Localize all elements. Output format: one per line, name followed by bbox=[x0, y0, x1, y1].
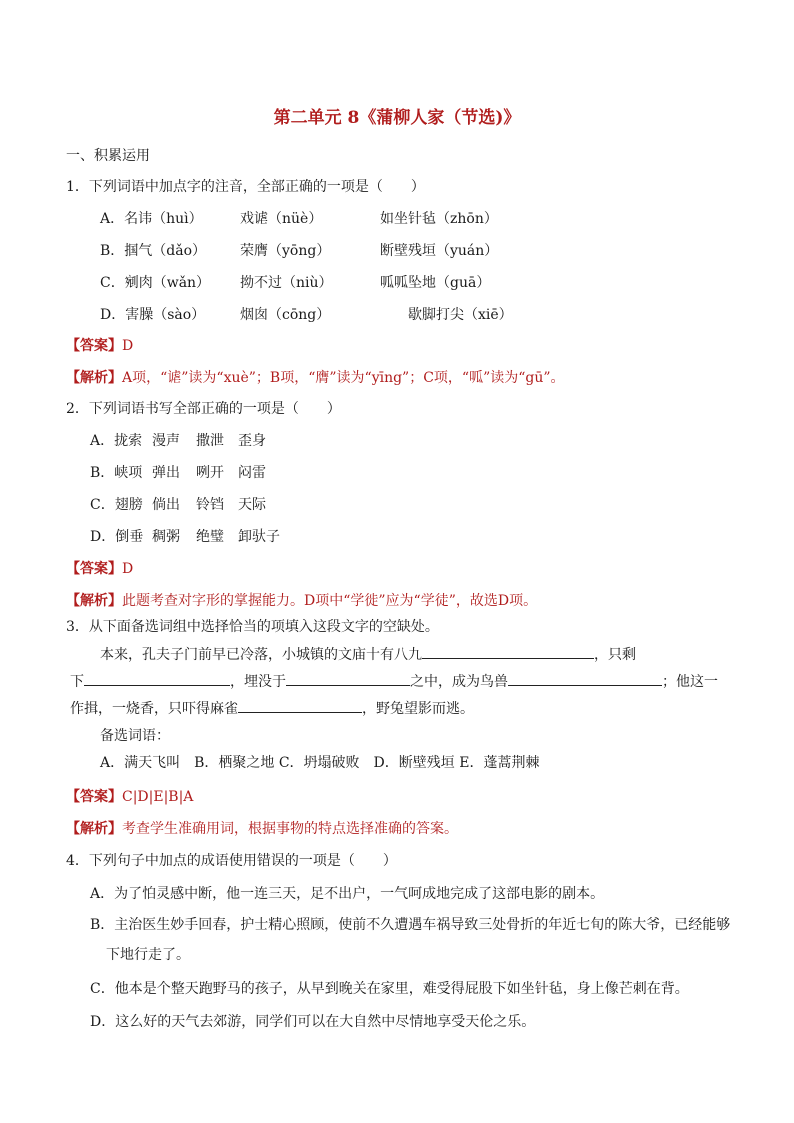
word: 咧开 bbox=[196, 465, 224, 481]
q4-option-b: B．主治医生妙手回春，护士精心照顾，使前不久遭遇车祸导致三处骨折的年近七旬的陈大爷，已经能够 bbox=[90, 917, 731, 933]
word: 撒泄 bbox=[196, 433, 224, 449]
q1-answer bbox=[66, 336, 133, 356]
fill-blank-2 bbox=[84, 671, 230, 686]
passage-text: 之中，成为鸟兽 bbox=[410, 674, 508, 690]
word: 稠粥 bbox=[152, 529, 180, 545]
q1-option-b-word3: 断壁残垣（yuán） bbox=[380, 243, 499, 259]
q3-passage-line3 bbox=[70, 698, 474, 719]
q3-passage-line2 bbox=[70, 671, 718, 692]
q1-option-a-word2: 戏谑（nüè） bbox=[240, 211, 323, 227]
answer-tag: 【答案】 bbox=[66, 561, 122, 577]
word: 绝璧 bbox=[196, 529, 224, 545]
q3-passage-line1 bbox=[100, 644, 636, 665]
q1-option-b: B．掴气（dǎo） bbox=[100, 243, 207, 259]
q4-option-c: C．他本是个整天跑野马的孩子，从早到晚关在家里，难受得屁股下如坐针毡，身上像芒刺在背。 bbox=[90, 981, 689, 997]
word: 弹出 bbox=[152, 465, 180, 481]
q2-option-c bbox=[90, 495, 266, 515]
analysis-tag: 【解析】 bbox=[66, 370, 122, 386]
q2-option-d bbox=[90, 527, 280, 547]
q3-options: A．满天飞叫 B．栖聚之地 C．坍塌破败 D．断壁残垣 E．蓬蒿荆棘 bbox=[100, 755, 540, 771]
q1-option-c-word3: 呱呱坠地（guā） bbox=[380, 275, 491, 291]
q1-stem: 1．下列词语中加点字的注音，全部正确的一项是（ ） bbox=[66, 179, 425, 195]
word: A．拢索 bbox=[90, 433, 143, 449]
q1-analysis bbox=[66, 368, 565, 388]
q4-option-a: A．为了怕灵感中断，他一连三天，足不出户，一气呵成地完成了这部电影的剧本。 bbox=[90, 886, 605, 902]
q4-stem: 4．下列句子中加点的成语使用错误的一项是（ ） bbox=[66, 853, 397, 869]
q1-option-c: C．剜肉（wǎn） bbox=[100, 275, 211, 291]
q1-option-b-word2: 荣膺（yōng） bbox=[240, 243, 331, 259]
answer-value: C|D|E|B|A bbox=[122, 789, 194, 805]
q1-option-d-word2: 烟囱（cōng） bbox=[240, 307, 331, 323]
word: 卸驮子 bbox=[238, 529, 280, 545]
passage-text: ，只剩 bbox=[594, 647, 636, 663]
passage-text: 下 bbox=[70, 674, 84, 690]
word: 铃铛 bbox=[196, 497, 224, 513]
passage-text: ，野兔望影而逃。 bbox=[362, 701, 474, 717]
q4-option-d: D．这么好的天气去郊游，同学们可以在大自然中尽情地享受天伦之乐。 bbox=[90, 1014, 536, 1030]
q2-answer bbox=[66, 559, 133, 579]
word: 天际 bbox=[238, 497, 266, 513]
fill-blank-3 bbox=[286, 671, 410, 686]
analysis-text: A项，“谑”读为“xuè”；B项，“膺”读为“yīng”；C项，“呱”读为“gū”。 bbox=[122, 370, 565, 386]
q1-option-d: D．害臊（sào） bbox=[100, 307, 206, 323]
word: 歪身 bbox=[238, 433, 266, 449]
q2-stem: 2．下列词语书写全部正确的一项是（ ） bbox=[66, 401, 341, 417]
q4-option-b-cont: 下地行走了。 bbox=[106, 947, 190, 963]
q1-option-a-word3: 如坐针毡（zhōn） bbox=[380, 211, 498, 227]
q2-option-b bbox=[90, 463, 266, 483]
word: B．峡项 bbox=[90, 465, 143, 481]
section-heading: 一、积累运用 bbox=[66, 148, 150, 164]
fill-blank-4 bbox=[508, 671, 662, 686]
answer-tag: 【答案】 bbox=[66, 338, 122, 354]
analysis-text: 考查学生准确用词，根据事物的特点选择准确的答案。 bbox=[122, 821, 458, 837]
passage-text: 本来，孔夫子门前早已冷落，小城镇的文庙十有八九 bbox=[100, 647, 422, 663]
fill-blank-5 bbox=[238, 698, 362, 713]
q2-option-a bbox=[90, 431, 266, 451]
q1-option-c-word2: 拗不过（niù） bbox=[240, 275, 333, 291]
q1-option-a: A．名讳（huì） bbox=[100, 211, 203, 227]
analysis-text: 此题考查对字形的掌握能力。D项中“学徙”应为“学徒”，故选D项。 bbox=[122, 593, 538, 609]
q3-stem: 3．从下面备选词组中选择恰当的项填入这段文字的空缺处。 bbox=[66, 619, 439, 635]
word: D．倒垂 bbox=[90, 529, 144, 545]
q3-answer bbox=[66, 787, 193, 807]
word: 闷雷 bbox=[238, 465, 266, 481]
word: 漫声 bbox=[152, 433, 180, 449]
passage-text: ，埋没于 bbox=[230, 674, 286, 690]
q3-analysis bbox=[66, 819, 458, 839]
page-title: 第二单元 8《蒲柳人家（节选)》 bbox=[273, 108, 521, 128]
answer-value: D bbox=[122, 561, 134, 577]
passage-text: 作揖，一烧香，只吓得麻雀 bbox=[70, 701, 238, 717]
analysis-tag: 【解析】 bbox=[66, 593, 122, 609]
passage-text: ；他这一 bbox=[662, 674, 718, 690]
fill-blank-1 bbox=[422, 644, 594, 659]
answer-value: D bbox=[122, 338, 134, 354]
q1-option-d-word3: 歇脚打尖（xiē） bbox=[408, 307, 513, 323]
q3-options-label: 备选词语： bbox=[100, 728, 170, 744]
analysis-tag: 【解析】 bbox=[66, 821, 122, 837]
word: C．翅膀 bbox=[90, 497, 143, 513]
answer-tag: 【答案】 bbox=[66, 789, 122, 805]
q2-analysis bbox=[66, 591, 537, 611]
word: 倘出 bbox=[152, 497, 180, 513]
